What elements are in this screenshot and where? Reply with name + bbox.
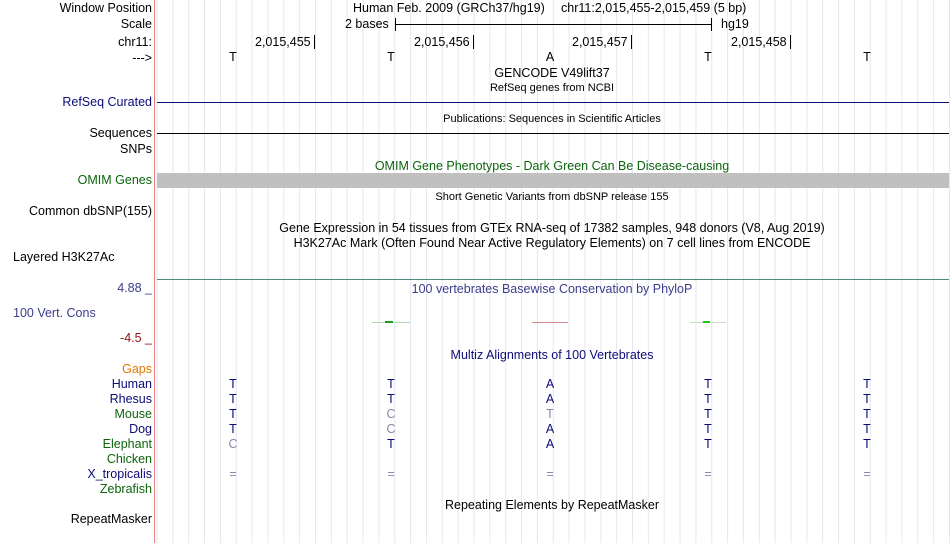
h3k27ac-track-label[interactable]: Layered H3K27Ac — [13, 250, 115, 264]
alignment-base: T — [229, 407, 237, 421]
reference-base: A — [545, 50, 555, 64]
alignment-base: = — [387, 467, 395, 481]
snps-track-label[interactable]: SNPs — [120, 142, 152, 156]
alignment-base: A — [545, 437, 555, 451]
chrom-label: chr11: — [118, 35, 152, 49]
ruler-tick-mark — [473, 35, 474, 49]
alignment-base: T — [387, 437, 395, 451]
alignment-base: = — [704, 467, 712, 481]
species-label[interactable]: Mouse — [114, 407, 152, 421]
alignment-base: T — [704, 422, 712, 436]
dbsnp-track-label[interactable]: Common dbSNP(155) — [29, 204, 152, 218]
position-title: chr11:2,015,455-2,015,459 (5 bp) — [561, 1, 747, 15]
scale-bar-text: 2 bases — [345, 17, 389, 31]
alignment-base: T — [229, 392, 237, 406]
phylop-title: 100 vertebrates Basewise Conservation by PhyloP — [411, 282, 693, 296]
omim-track-label[interactable]: OMIM Genes — [77, 173, 152, 187]
assembly-title: Human Feb. 2009 (GRCh37/hg19) — [353, 1, 545, 15]
ruler-tick-label: 2,015,456 — [414, 35, 470, 49]
alignment-base: C — [386, 407, 396, 421]
species-label[interactable]: Human — [111, 377, 152, 391]
window-position-label: Window Position — [59, 1, 152, 15]
species-label[interactable]: Dog — [129, 422, 152, 436]
cons-track-label[interactable]: 100 Vert. Cons — [13, 306, 96, 320]
ruler-tick-mark — [314, 35, 315, 49]
sequences-track-label[interactable]: Sequences — [89, 126, 152, 140]
alignment-base: T — [863, 422, 871, 436]
alignment-base: T — [704, 392, 712, 406]
alignment-base: A — [545, 392, 555, 406]
alignment-base: T — [863, 392, 871, 406]
refseq-title: RefSeq genes from NCBI — [489, 82, 615, 94]
species-label[interactable]: X_tropicalis — [87, 467, 152, 481]
h3k27ac-title: H3K27Ac Mark (Often Found Near Active Regulatory Elements) on 7 cell lines from ENCODE — [293, 236, 811, 250]
alignment-base: T — [387, 377, 395, 391]
alignment-base: T — [229, 422, 237, 436]
alignment-base: T — [704, 437, 712, 451]
cons-max-label: 4.88 _ — [117, 281, 152, 295]
gencode-title[interactable]: GENCODE V49lift37 — [494, 66, 610, 80]
reference-base: T — [863, 50, 871, 64]
alignment-base: = — [229, 467, 237, 481]
ruler-tick-label: 2,015,458 — [731, 35, 787, 49]
alignment-base: T — [704, 377, 712, 391]
scale-label: Scale — [120, 17, 152, 31]
alignment-base: C — [386, 422, 396, 436]
h3k27ac-track-line — [157, 279, 949, 280]
strand-label: ---> — [132, 51, 152, 65]
scale-db-text: hg19 — [721, 17, 749, 31]
gtex-title: Gene Expression in 54 tissues from GTEx RNA-seq of 17382 samples, 948 donors (V8, Aug 2019) — [279, 221, 825, 235]
alignment-base: C — [228, 437, 238, 451]
alignment-base: T — [546, 407, 554, 421]
refseq-track-label[interactable]: RefSeq Curated — [62, 95, 152, 109]
species-label[interactable]: Elephant — [102, 437, 152, 451]
cons-min-label: -4.5 _ — [120, 331, 152, 345]
alignment-base: T — [387, 392, 395, 406]
repeatmasker-title: Repeating Elements by RepeatMasker — [444, 498, 660, 512]
repeatmasker-track-label[interactable]: RepeatMasker — [70, 512, 152, 526]
reference-base: T — [387, 50, 395, 64]
ruler-tick-mark — [631, 35, 632, 49]
alignment-base: T — [863, 407, 871, 421]
alignment-base: = — [546, 467, 554, 481]
alignment-base: A — [545, 377, 555, 391]
ruler-tick-label: 2,015,457 — [572, 35, 628, 49]
reference-base: T — [229, 50, 237, 64]
species-label[interactable]: Chicken — [106, 452, 152, 466]
species-label[interactable]: Rhesus — [109, 392, 152, 406]
dbsnp-title: Short Genetic Variants from dbSNP release 155 — [435, 191, 669, 203]
alignment-base: T — [863, 437, 871, 451]
alignment-base: T — [863, 377, 871, 391]
gaps-track-label[interactable]: Gaps — [122, 362, 152, 376]
sequences-track-line — [157, 133, 949, 134]
omim-title: OMIM Gene Phenotypes - Dark Green Can Be Disease-causing — [374, 159, 730, 173]
multiz-title: Multiz Alignments of 100 Vertebrates — [450, 348, 654, 362]
reference-base: T — [704, 50, 712, 64]
alignment-base: A — [545, 422, 555, 436]
ruler-tick-mark — [790, 35, 791, 49]
species-label[interactable]: Zebrafish — [99, 482, 152, 496]
refseq-track-line — [157, 102, 949, 103]
alignment-base: T — [229, 377, 237, 391]
alignment-base: T — [704, 407, 712, 421]
publications-title: Publications: Sequences in Scientific Articles — [443, 113, 661, 125]
ruler-tick-label: 2,015,455 — [255, 35, 311, 49]
omim-gene-bar[interactable] — [157, 173, 949, 188]
alignment-base: = — [863, 467, 871, 481]
